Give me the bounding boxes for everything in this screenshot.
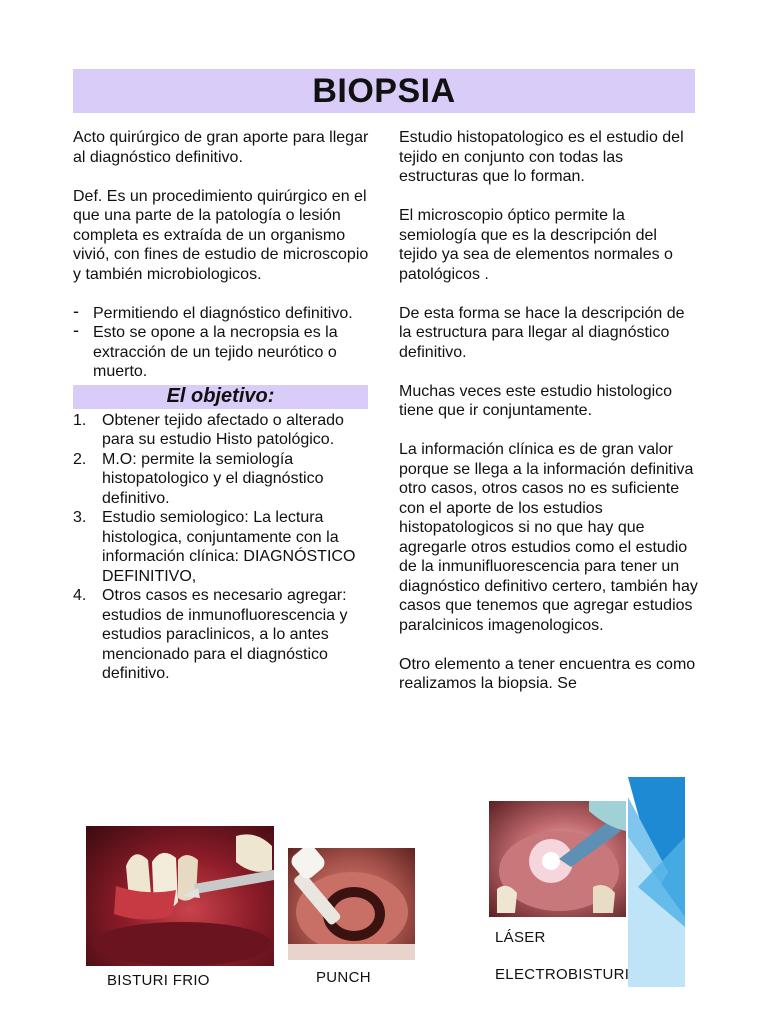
- bisturi-frio-photo: [86, 826, 274, 966]
- objective-text: Estudio semiologico: La lectura histologica, conjuntamente con la información clínica: DIAGNÓSTICO DEFINITIVO,: [102, 509, 356, 585]
- objective-number: 3.: [73, 509, 87, 526]
- dash-item: [73, 320, 373, 382]
- punch-photo: [288, 848, 415, 960]
- bisturi-frio-label: BISTURI FRIO: [107, 972, 210, 989]
- electrobisturi-label: ELECTROBISTURI: [495, 966, 630, 983]
- dash-bullet-icon: -: [73, 320, 79, 340]
- body-paragraph: Estudio histopatologico es el estudio del tejido en conjunto con todas las estructuras que lo forman.: [399, 129, 684, 185]
- punch-label: PUNCH: [316, 969, 371, 986]
- page-title: BIOPSIA: [312, 71, 456, 110]
- dash-item: [73, 300, 373, 324]
- objective-number: 4.: [73, 587, 87, 604]
- objectives-list: [73, 411, 373, 684]
- laser-photo: [489, 801, 626, 917]
- objective-item: [73, 411, 373, 450]
- objective-item: [73, 586, 373, 684]
- body-paragraph: El microscopio óptico permite la semiología que es la descripción del tejido ya sea de elementos normales o patológicos .: [399, 207, 673, 283]
- dash-item-text: Esto se opone a la necropsia es la extracción de un tejido neurótico o muerto.: [93, 324, 338, 380]
- body-paragraph: Muchas veces este estudio histologico tiene que ir conjuntamente.: [399, 382, 673, 419]
- objective-item: [73, 450, 373, 509]
- objective-text: M.O: permite la semiología histopatologico y el diagnóstico definitivo.: [102, 450, 324, 507]
- objective-banner: [73, 385, 368, 409]
- dash-list: [73, 300, 373, 382]
- left-column: [73, 128, 373, 684]
- title-banner: [73, 69, 695, 113]
- body-paragraph: La información clínica es de gran valor porque se llega a la información definitiva otro casos, otros casos no es suficiente con el aporte de los estudios histopatologicos si no que hay que agregarle otros estudios como el estudio de la inmunifluorescencia para tener un diagnóstico definitivo certero, también hay casos que tenemos que agregar estudios paralcinicos imagenologicos.: [399, 441, 698, 634]
- objective-text: Otros casos es necesario agregar: estudios de inmunofluorescencia y estudios paraclinicos, a lo antes mencionado para el diagnóstico definitivo.: [102, 587, 348, 682]
- right-column: [399, 128, 699, 713]
- objective-number: 2.: [73, 450, 87, 468]
- objective-heading: El objetivo:: [166, 384, 275, 407]
- objective-number: 1.: [73, 411, 87, 429]
- dash-bullet-icon: -: [73, 300, 79, 321]
- laser-label: LÁSER: [495, 929, 546, 946]
- objective-text: Obtener tejido afectado o alterado para su estudio Histo patológico.: [102, 411, 344, 448]
- decorative-triangles: [628, 777, 685, 987]
- objective-item: [73, 508, 373, 586]
- dash-item-text: Permitiendo el diagnóstico definitivo.: [93, 304, 353, 322]
- body-paragraph: De esta forma se hace la descripción de la estructura para llegar al diagnóstico definitivo.: [399, 304, 685, 361]
- intro-paragraph: Acto quirúrgico de gran aporte para llegar al diagnóstico definitivo.: [73, 129, 369, 166]
- body-paragraph: Otro elemento a tener encuentra es como realizamos la biopsia. Se: [399, 655, 696, 692]
- definition-paragraph: Def. Es un procedimiento quirúrgico en el que una parte de la patología o lesión completa es extraída de un organismo vivió, con fines de estudio de microscopio y también microbiologicos.: [73, 187, 369, 283]
